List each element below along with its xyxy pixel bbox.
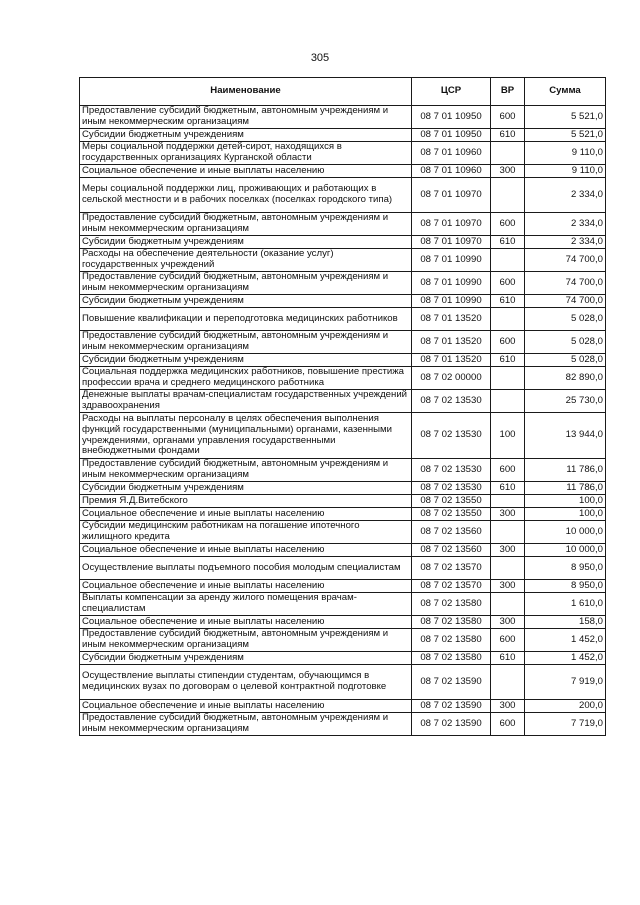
row-vr: 600: [491, 713, 525, 736]
row-name: Меры социальной поддержки лиц, проживающих и работающих в сельской местности и в рабочих поселках (поселках городского типа): [80, 178, 412, 213]
budget-table: [79, 77, 606, 736]
row-vr: 610: [491, 652, 525, 665]
table-row: [80, 665, 606, 700]
row-csr: 08 7 02 13570: [412, 580, 491, 593]
table-row: [80, 580, 606, 593]
row-csr: 08 7 02 13570: [412, 557, 491, 580]
row-sum: 158,0: [525, 616, 606, 629]
row-vr: [491, 521, 525, 544]
row-name: Субсидии бюджетным учреждениям: [80, 652, 412, 665]
row-sum: 2 334,0: [525, 236, 606, 249]
row-sum: 1 452,0: [525, 629, 606, 652]
row-sum: 200,0: [525, 700, 606, 713]
table-row: [80, 713, 606, 736]
row-name: Социальное обеспечение и иные выплаты населению: [80, 544, 412, 557]
row-sum: 5 028,0: [525, 354, 606, 367]
row-name: Социальное обеспечение и иные выплаты населению: [80, 165, 412, 178]
row-sum: 1 452,0: [525, 652, 606, 665]
table-row: [80, 106, 606, 129]
row-csr: 08 7 01 13520: [412, 308, 491, 331]
row-csr: 08 7 02 13530: [412, 413, 491, 459]
row-vr: 600: [491, 459, 525, 482]
row-vr: [491, 142, 525, 165]
row-sum: 82 890,0: [525, 367, 606, 390]
row-csr: 08 7 01 10970: [412, 236, 491, 249]
table-row: [80, 236, 606, 249]
row-sum: 25 730,0: [525, 390, 606, 413]
row-sum: 5 521,0: [525, 106, 606, 129]
row-name: Социальное обеспечение и иные выплаты населению: [80, 508, 412, 521]
row-csr: 08 7 02 13550: [412, 508, 491, 521]
row-sum: 74 700,0: [525, 295, 606, 308]
table-row: [80, 295, 606, 308]
row-name: Социальное обеспечение и иные выплаты населению: [80, 700, 412, 713]
row-sum: 9 110,0: [525, 165, 606, 178]
row-sum: 7 719,0: [525, 713, 606, 736]
table-row: [80, 482, 606, 495]
table-row: [80, 557, 606, 580]
row-csr: 08 7 02 13580: [412, 593, 491, 616]
row-vr: 610: [491, 129, 525, 142]
row-vr: [491, 665, 525, 700]
row-name: Выплаты компенсации за аренду жилого помещения врачам-специалистам: [80, 593, 412, 616]
row-csr: 08 7 01 10960: [412, 165, 491, 178]
table-row: [80, 459, 606, 482]
row-name: Премия Я.Д.Витебского: [80, 495, 412, 508]
row-name: Денежные выплаты врачам-специалистам государственных учреждений здравоохранения: [80, 390, 412, 413]
row-sum: 2 334,0: [525, 178, 606, 213]
row-sum: 10 000,0: [525, 521, 606, 544]
row-name: Предоставление субсидий бюджетным, автономным учреждениям и иным некоммерческим организациям: [80, 459, 412, 482]
row-csr: 08 7 01 10950: [412, 106, 491, 129]
table-header-row: [80, 78, 606, 106]
row-name: Предоставление субсидий бюджетным, автономным учреждениям и иным некоммерческим организациям: [80, 213, 412, 236]
table-row: [80, 129, 606, 142]
row-name: Расходы на выплаты персоналу в целях обеспечения выполнения функций государственными (муниципальными) органами, казенными учреждениями, органами управления государственными внебюджетными фондами: [80, 413, 412, 459]
row-vr: 300: [491, 616, 525, 629]
table-row: [80, 495, 606, 508]
row-csr: 08 7 02 13590: [412, 665, 491, 700]
row-sum: 74 700,0: [525, 249, 606, 272]
row-name: Осуществление выплаты подъемного пособия молодым специалистам: [80, 557, 412, 580]
table-row: [80, 331, 606, 354]
row-vr: 610: [491, 236, 525, 249]
row-name: Предоставление субсидий бюджетным, автономным учреждениям и иным некоммерческим организациям: [80, 713, 412, 736]
row-sum: 100,0: [525, 508, 606, 521]
table-row: [80, 249, 606, 272]
row-vr: 610: [491, 354, 525, 367]
table-body: [80, 106, 606, 736]
header-name: Наименование: [80, 78, 412, 106]
row-vr: 600: [491, 106, 525, 129]
row-sum: 8 950,0: [525, 557, 606, 580]
row-name: Социальное обеспечение и иные выплаты населению: [80, 616, 412, 629]
row-name: Социальное обеспечение и иные выплаты населению: [80, 580, 412, 593]
row-csr: 08 7 01 10960: [412, 142, 491, 165]
row-vr: 300: [491, 700, 525, 713]
row-csr: 08 7 02 13580: [412, 652, 491, 665]
row-csr: 08 7 02 13590: [412, 713, 491, 736]
row-vr: 300: [491, 508, 525, 521]
row-name: Субсидии бюджетным учреждениям: [80, 482, 412, 495]
row-vr: 600: [491, 629, 525, 652]
table-row: [80, 652, 606, 665]
row-vr: [491, 367, 525, 390]
row-csr: 08 7 02 00000: [412, 367, 491, 390]
table-row: [80, 165, 606, 178]
row-sum: 5 028,0: [525, 308, 606, 331]
row-name: Предоставление субсидий бюджетным, автономным учреждениям и иным некоммерческим организациям: [80, 331, 412, 354]
row-name: Осуществление выплаты стипендии студентам, обучающимся в медицинских вузах по договорам о целевой контрактной подготовке: [80, 665, 412, 700]
row-vr: [491, 557, 525, 580]
row-csr: 08 7 01 10990: [412, 295, 491, 308]
header-csr: ЦСР: [412, 78, 491, 106]
row-vr: 600: [491, 331, 525, 354]
row-name: Повышение квалификации и переподготовка медицинских работников: [80, 308, 412, 331]
page-number: 305: [310, 52, 330, 64]
row-csr: 08 7 02 13560: [412, 544, 491, 557]
row-vr: [491, 593, 525, 616]
row-csr: 08 7 02 13530: [412, 482, 491, 495]
table-row: [80, 616, 606, 629]
row-vr: [491, 390, 525, 413]
row-name: Социальная поддержка медицинских работников, повышение престижа профессии врача и среднего медицинского работника: [80, 367, 412, 390]
row-name: Расходы на обеспечение деятельности (оказание услуг) государственных учреждений: [80, 249, 412, 272]
row-vr: 300: [491, 544, 525, 557]
table-row: [80, 354, 606, 367]
row-vr: 600: [491, 272, 525, 295]
row-csr: 08 7 01 10970: [412, 213, 491, 236]
header-vr: ВР: [491, 78, 525, 106]
row-vr: [491, 249, 525, 272]
row-csr: 08 7 02 13580: [412, 616, 491, 629]
table-row: [80, 593, 606, 616]
row-csr: 08 7 02 13560: [412, 521, 491, 544]
row-sum: 9 110,0: [525, 142, 606, 165]
row-name: Субсидии бюджетным учреждениям: [80, 354, 412, 367]
row-csr: 08 7 02 13580: [412, 629, 491, 652]
row-csr: 08 7 02 13530: [412, 459, 491, 482]
table-row: [80, 272, 606, 295]
table-row: [80, 213, 606, 236]
row-sum: 11 786,0: [525, 459, 606, 482]
row-sum: 100,0: [525, 495, 606, 508]
row-vr: 100: [491, 413, 525, 459]
row-vr: 300: [491, 580, 525, 593]
table-row: [80, 178, 606, 213]
row-name: Субсидии бюджетным учреждениям: [80, 295, 412, 308]
table-row: [80, 629, 606, 652]
row-csr: 08 7 02 13590: [412, 700, 491, 713]
table-row: [80, 390, 606, 413]
row-name: Предоставление субсидий бюджетным, автономным учреждениям и иным некоммерческим организациям: [80, 272, 412, 295]
row-csr: 08 7 01 10990: [412, 272, 491, 295]
row-name: Предоставление субсидий бюджетным, автономным учреждениям и иным некоммерческим организациям: [80, 106, 412, 129]
row-vr: [491, 495, 525, 508]
row-sum: 74 700,0: [525, 272, 606, 295]
row-name: Субсидии медицинским работникам на погашение ипотечного жилищного кредита: [80, 521, 412, 544]
row-vr: 610: [491, 482, 525, 495]
table-row: [80, 521, 606, 544]
row-vr: 300: [491, 165, 525, 178]
row-csr: 08 7 01 10990: [412, 249, 491, 272]
table-row: [80, 367, 606, 390]
row-name: Меры социальной поддержки детей-сирот, находящихся в государственных организациях Курганской области: [80, 142, 412, 165]
row-csr: 08 7 01 10950: [412, 129, 491, 142]
row-sum: 5 028,0: [525, 331, 606, 354]
row-sum: 2 334,0: [525, 213, 606, 236]
header-sum: Сумма: [525, 78, 606, 106]
row-sum: 10 000,0: [525, 544, 606, 557]
row-csr: 08 7 02 13530: [412, 390, 491, 413]
row-csr: 08 7 02 13550: [412, 495, 491, 508]
row-sum: 8 950,0: [525, 580, 606, 593]
row-vr: [491, 178, 525, 213]
row-csr: 08 7 01 13520: [412, 354, 491, 367]
row-csr: 08 7 01 10970: [412, 178, 491, 213]
table-row: [80, 700, 606, 713]
row-name: Субсидии бюджетным учреждениям: [80, 236, 412, 249]
table-row: [80, 142, 606, 165]
row-vr: 610: [491, 295, 525, 308]
row-name: Субсидии бюджетным учреждениям: [80, 129, 412, 142]
row-sum: 13 944,0: [525, 413, 606, 459]
row-sum: 11 786,0: [525, 482, 606, 495]
table-row: [80, 308, 606, 331]
row-vr: 600: [491, 213, 525, 236]
row-sum: 5 521,0: [525, 129, 606, 142]
row-sum: 1 610,0: [525, 593, 606, 616]
table-row: [80, 508, 606, 521]
row-vr: [491, 308, 525, 331]
row-name: Предоставление субсидий бюджетным, автономным учреждениям и иным некоммерческим организациям: [80, 629, 412, 652]
table-row: [80, 544, 606, 557]
table-row: [80, 413, 606, 459]
row-sum: 7 919,0: [525, 665, 606, 700]
row-csr: 08 7 01 13520: [412, 331, 491, 354]
